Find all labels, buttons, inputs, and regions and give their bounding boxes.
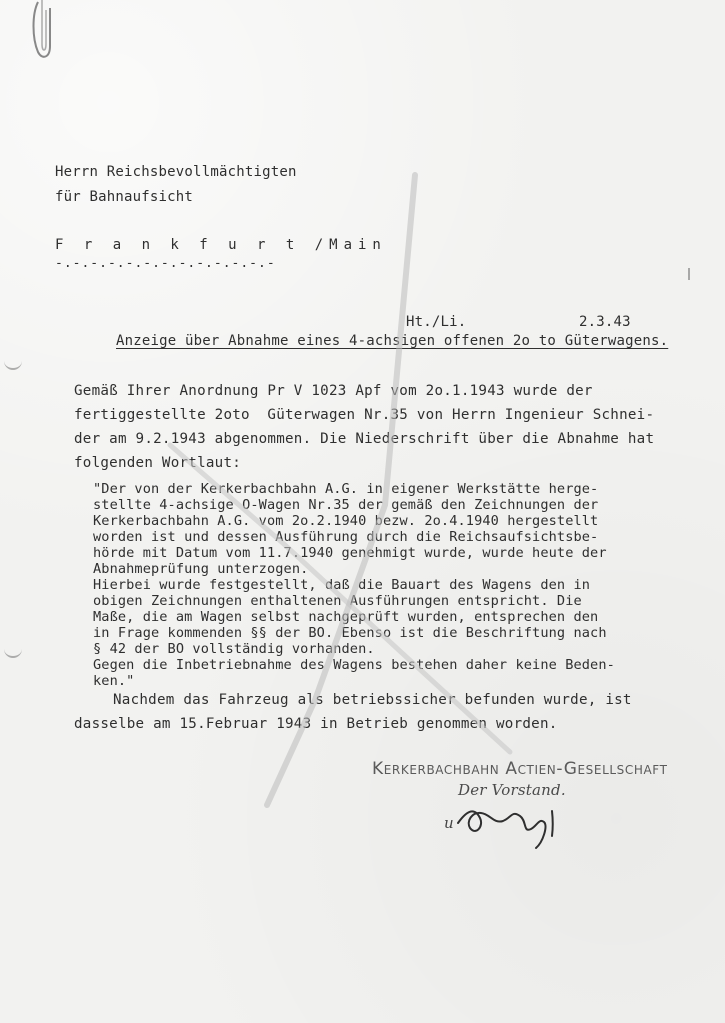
quote-line: in Frage kommenden §§ der BO. Ebenso ist die Beschriftung nach <box>93 625 607 641</box>
body-line: dasselbe am 15.Februar 1943 in Betrieb genommen worden. <box>74 716 558 732</box>
reference-code: Ht./Li. <box>406 314 467 330</box>
letter-date: 2.3.43 <box>579 314 631 330</box>
quote-line: Hierbei wurde festgestellt, daß die Bauart des Wagens den in <box>93 577 591 593</box>
body-line: folgenden Wortlaut: <box>74 455 242 471</box>
recipient-city: F r a n k f u r t /Main <box>55 237 387 253</box>
quote-line: hörde mit Datum vom 11.7.1940 genehmigt wurde, wurde heute der <box>93 545 607 561</box>
punch-hole-mark <box>4 648 22 658</box>
body-line: der am 9.2.1943 abgenommen. Die Niederschrift über die Abnahme hat <box>74 431 655 447</box>
quote-line: stellte 4-achsige O-Wagen Nr.35 der gemäß den Zeichnungen der <box>93 497 599 513</box>
quote-line: Gegen die Inbetriebnahme des Wagens bestehen daher keine Beden- <box>93 657 615 673</box>
quote-line: obigen Zeichnungen enthaltenen Ausführungen entspricht. Die <box>93 593 582 609</box>
recipient-line-2: für Bahnaufsicht <box>55 189 194 205</box>
quote-line: ken." <box>93 673 135 689</box>
board-stamp: Der Vorstand. <box>458 781 566 799</box>
dotted-separator: -.-.-.-.-.-.-.-.-.-.-.-.- <box>55 256 276 271</box>
quote-line: § 42 der BO vollständig vorhanden. <box>93 641 375 657</box>
letter-subject: Anzeige über Abnahme eines 4-achsigen offenen 2o to Güterwagens. <box>116 333 669 349</box>
quote-line: Abnahmeprüfung unterzogen. <box>93 561 309 577</box>
quote-line: "Der von der Kerkerbachbahn A.G. in eigener Werkstätte herge- <box>93 481 599 497</box>
signature-prefix: u <box>444 814 454 832</box>
company-stamp: Kerkerbachbahn Actien-Gesellschaft <box>372 759 668 779</box>
quote-line: worden ist und dessen Ausführung durch die Reichsaufsichtsbe- <box>93 529 599 545</box>
body-line: Nachdem das Fahrzeug als betriebssicher befunden wurde, ist <box>113 692 632 708</box>
body-line: fertiggestellte 2oto Güterwagen Nr.35 von Herrn Ingenieur Schnei- <box>74 407 655 423</box>
recipient-line-1: Herrn Reichsbevollmächtigten <box>55 164 297 180</box>
paper-clip-icon <box>28 0 56 64</box>
body-line: Gemäß Ihrer Anordnung Pr V 1023 Apf vom 2o.1.1943 wurde der <box>74 383 593 399</box>
signature-stroke <box>552 811 553 836</box>
punch-hole-mark <box>4 360 22 370</box>
quote-line: Kerkerbachbahn A.G. vom 2o.2.1940 bezw. 2o.4.1940 hergestellt <box>93 513 599 529</box>
signature-stroke <box>458 811 545 848</box>
margin-mark <box>688 268 690 280</box>
quote-line: Maße, die am Wagen selbst nachgeprüft wurden, entsprechen den <box>93 609 599 625</box>
